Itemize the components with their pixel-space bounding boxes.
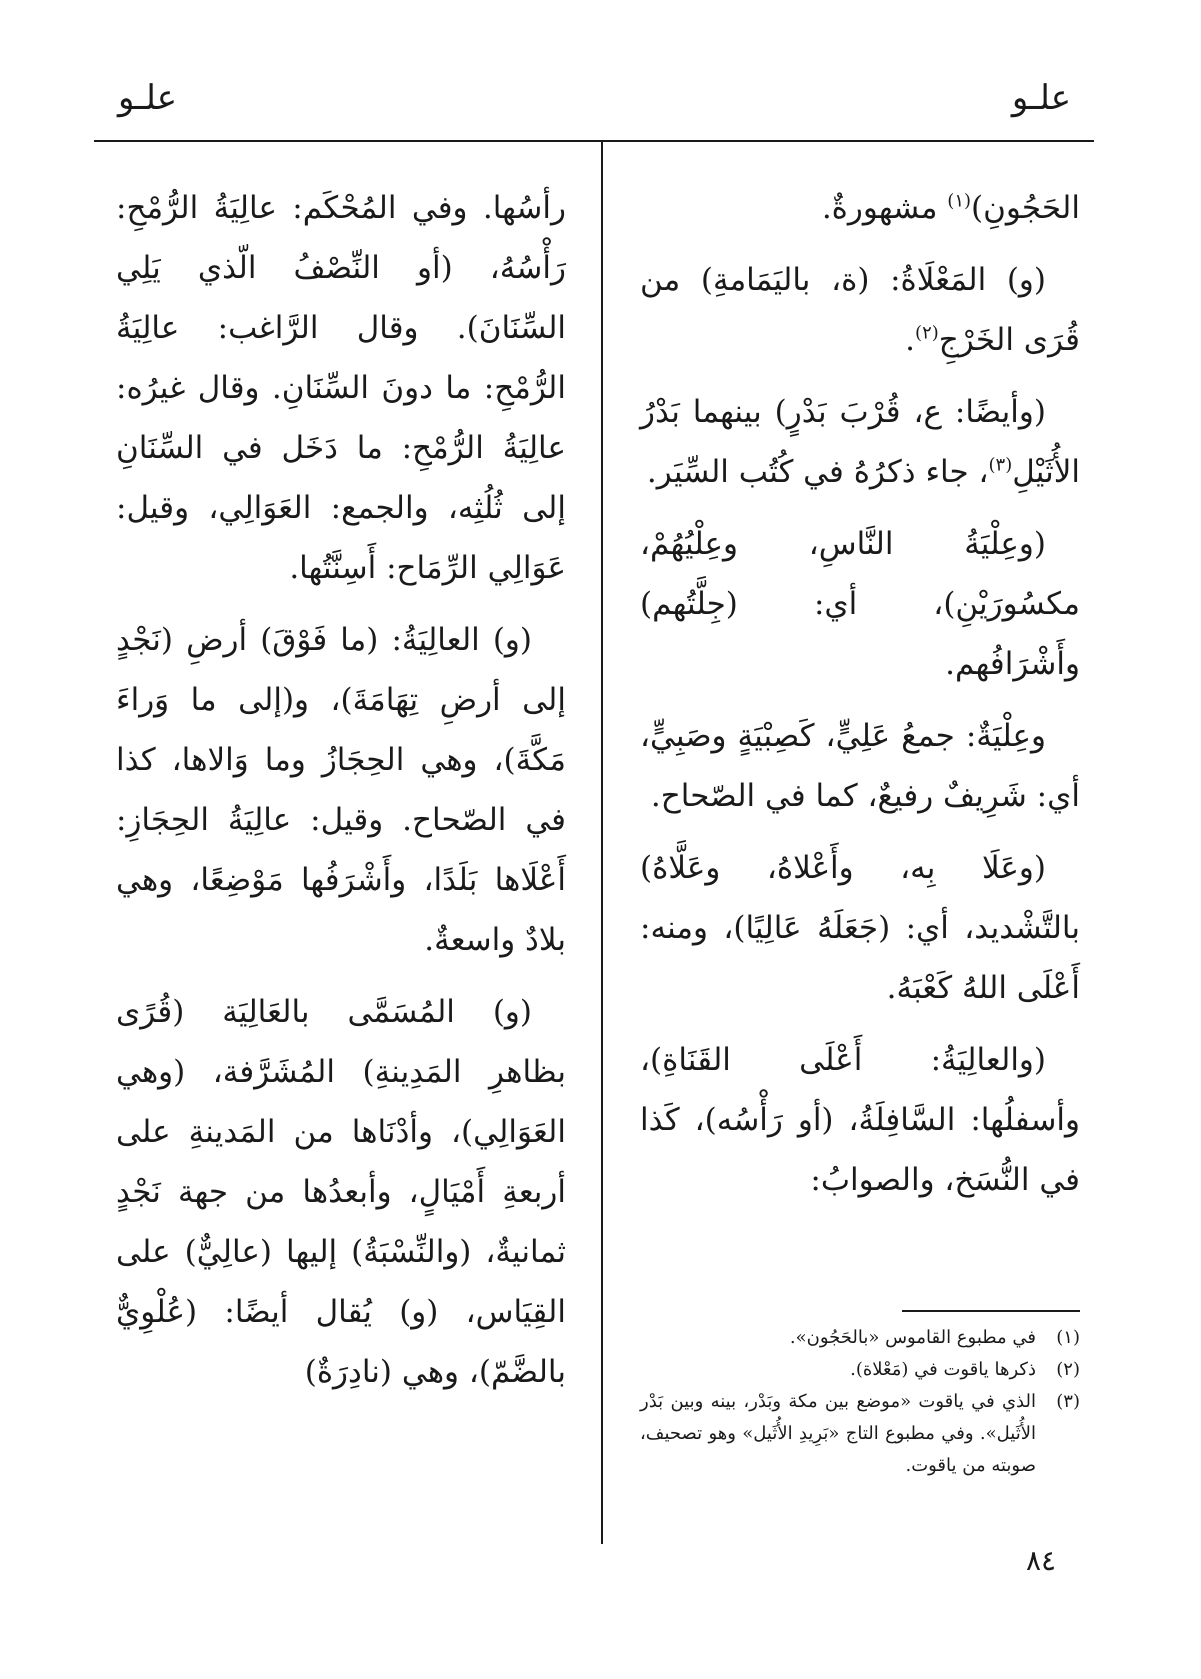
right-column-paragraph-4: (وعِلْيَةُ النَّاسِ، وعِلْيُهُمْ، مكسُورَيْنِ)، أي: (جِلَّتُهم) وأَشْرَافُهم. [640,526,1080,682]
right-column-paragraph-3 [640,382,1080,502]
left-column-paragraph-1: رأسُها. وفي المُحْكَم: عالِيَةُ الرُّمْحِ: رَأْسُهُ، (أو النِّصْفُ الّذي يَلِي السِّنَانَ). وقال الرَّاغب: عالِيَةُ الرُّمْحِ: ما دونَ السِّنَانِ. وقال غيرُه: عالِيَةُ الرُّمْحِ: ما دَخَل في السِّنَانِ إلى ثُلُثِه، والجمع: العَوَالِي، وقيل: عَوَالِي الرِّمَاح: أَسِنَّتُها. [116,190,566,586]
footnote-number: (٣) [1056,1391,1080,1412]
right-column-paragraph-1 [640,178,1080,238]
right-column-paragraph-5: وعِلْيَةٌ: جمعُ عَلِيٍّ، كَصِبْيَةٍ وصَبِيٍّ، أي: شَرِيفٌ رفيعٌ، كما في الصّحاح. [640,718,1080,814]
footnote-3 [640,1386,1080,1482]
right-p3-tail: ، جاء ذكرُهُ في كُتُب السِّيَر. [646,454,989,490]
footnote-1 [640,1322,1080,1354]
column-divider [601,142,603,1544]
left-column [116,178,566,1414]
left-column-paragraph-3: (و) المُسَمَّى بالعَالِيَة (قُرًى بظاهرِ المَدِينةِ) المُشَرَّفة، (وهي العَوَالِي)، وأدْنَاها من المَدينةِ على أربعةِ أَمْيَالٍ، وأبعدُها من جهة نَجْدٍ ثمانيةٌ، (والنِّسْبَةُ) إليها (عالِيٌّ) على القِيَاس، (و) يُقال أيضًا: (عُلْوِيٌّ بالضَّمّ)، وهي (نادِرَةٌ) [116,994,566,1390]
running-header-left: علـو [118,78,178,118]
footnote-text: ذكرها ياقوت في (مَعْلاة). [850,1359,1036,1380]
footnote-rule [902,1310,1080,1312]
footnote-2 [640,1354,1080,1386]
right-p1-tail: مشهورةٌ. [821,190,948,226]
footnote-marker-2: (٢) [915,322,939,344]
right-p3-text: (وأيضًا: ع، قُرْبَ بَدْرٍ) بينهما بَدْرُ الأُثَيْلِ [640,394,1080,490]
right-column-paragraph-2 [640,250,1080,370]
page-number: ٨٤ [1026,1544,1057,1577]
right-p2-text: (و) المَعْلَاةُ: (ة، باليَمَامةِ) من قُرَى الخَرْجِ [640,262,1080,358]
footnote-number: (٢) [1056,1359,1080,1380]
right-column [640,178,1080,1222]
right-p1-text: الحَجُونِ) [971,190,1080,226]
left-column-paragraph-2: (و) العالِيَةُ: (ما فَوْقَ) أرضِ (نَجْدٍ إلى أرضِ تِهَامَةَ)، و(إلى ما وَراءَ مَكَّةَ)، وهي الحِجَازُ وما وَالاها، كذا في الصّحاح. وقيل: عالِيَةُ الحِجَازِ: أَعْلَاها بَلَدًا، وأَشْرَفُها مَوْضِعًا، وهي بلادٌ واسعةٌ. [116,622,566,958]
footnote-marker-1: (١) [947,190,972,212]
footnote-text: في مطبوع القاموس «بالحَجُون». [789,1327,1036,1348]
right-p2-tail: . [905,322,916,358]
footnote-marker-3: (٣) [988,454,1013,476]
footnotes [640,1322,1080,1482]
right-column-paragraph-6: (وعَلَا بِه، وأَعْلاهُ، وعَلَّاهُ) بالتَّشْديد، أي: (جَعَلَهُ عَالِيًا)، ومنه: أَعْلَى اللهُ كَعْبَهُ. [640,850,1080,1006]
footnote-text: الذي في ياقوت «موضع بين مكة وبَدْر، بينه وبين بَدْر الأُثَيل». وفي مطبوع التاج «بَرِيدِ الأُثَيل» وهو تصحيف، صوبته من ياقوت. [640,1391,1036,1476]
header-rule [94,140,1094,142]
footnote-number: (١) [1056,1327,1080,1348]
running-header-right: علـو [1011,78,1071,118]
right-column-paragraph-7: (والعالِيَةُ: أَعْلَى القَنَاةِ)، وأسفلُها: السَّافِلَةُ، (أو رَأْسُه)، كَذا في النُّسَخ، والصوابُ: [640,1042,1080,1198]
